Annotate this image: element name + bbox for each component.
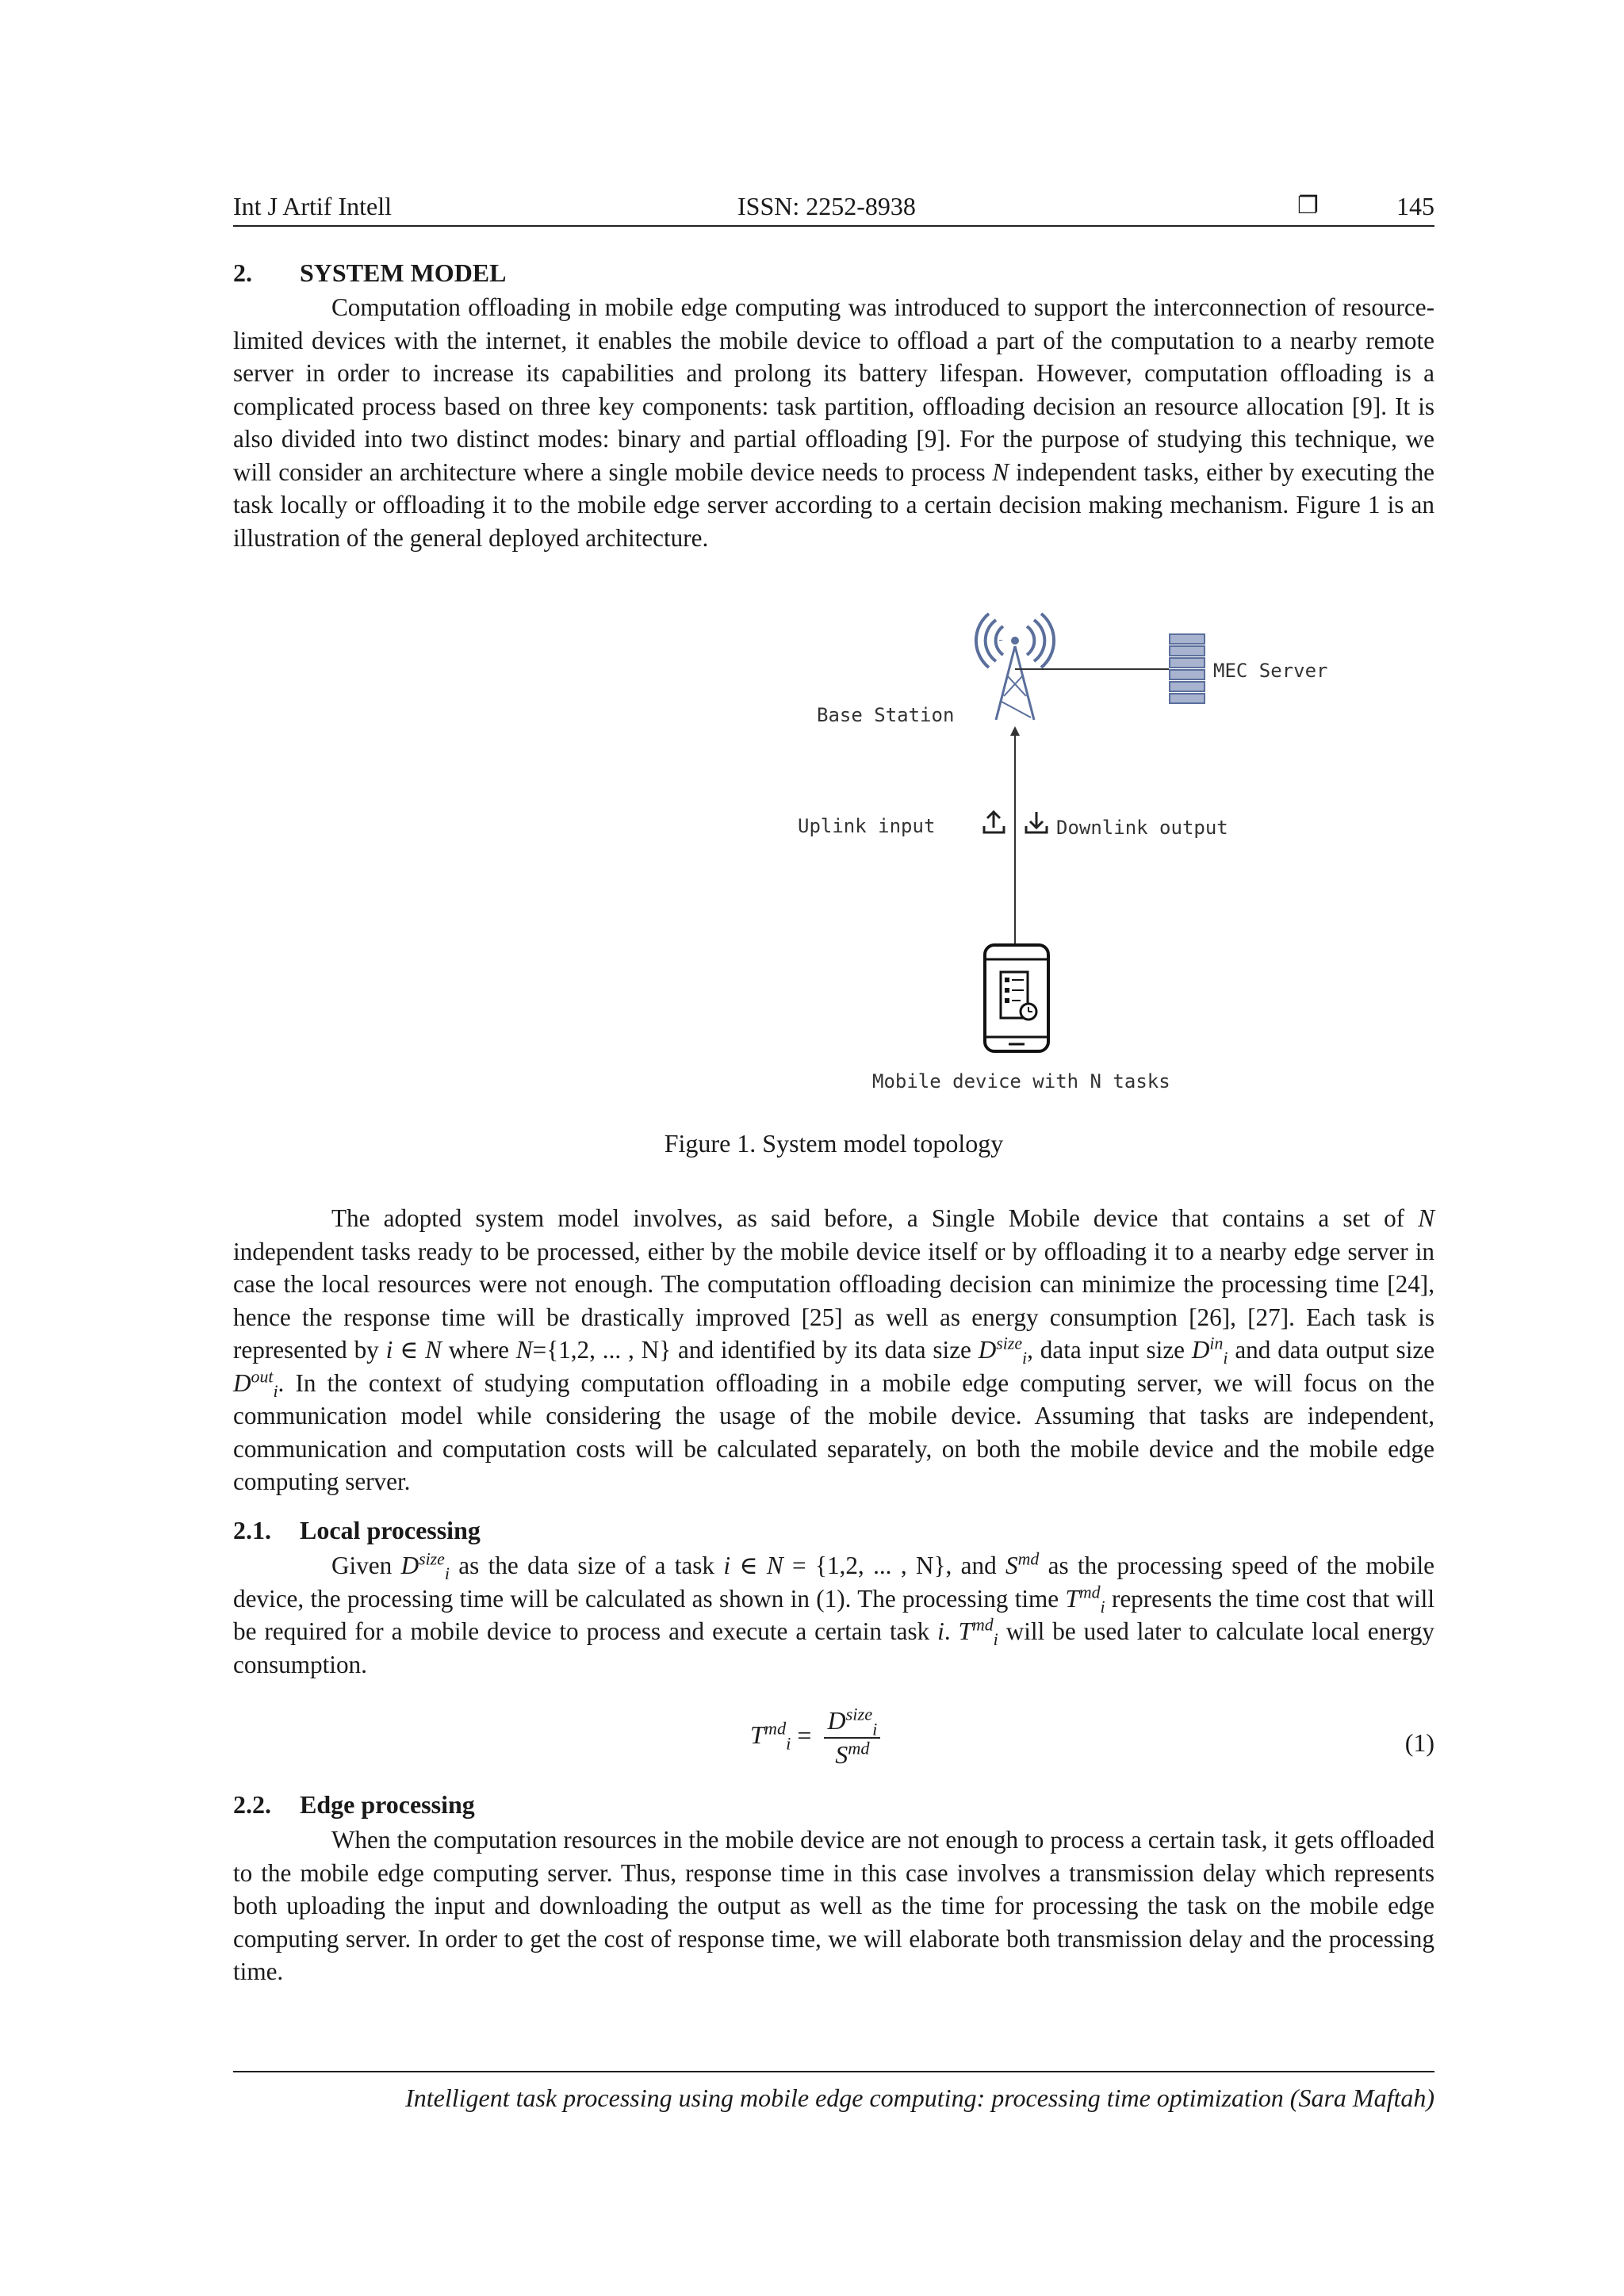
paragraph-text: represents the time cost that will be required for a mobile device to process and execute a certain task <box>233 1584 1435 1645</box>
math-sub: i <box>1223 1349 1228 1368</box>
journal-name: Int J Artif Intell <box>233 192 392 220</box>
section-heading-2-2 <box>233 1790 475 1820</box>
math-sup: in <box>1209 1334 1224 1353</box>
math-d-in <box>1191 1334 1228 1368</box>
issn: ISSN: 2252-8938 <box>737 192 916 220</box>
math-sup: out <box>251 1367 274 1387</box>
math-var: S <box>835 1740 848 1769</box>
running-header <box>233 192 1434 224</box>
footer-rule <box>233 2071 1434 2072</box>
math-t-md <box>1065 1582 1105 1617</box>
section-title: SYSTEM MODEL <box>300 258 507 287</box>
paragraph-text: , data input size <box>1027 1336 1185 1364</box>
mobile-device-label: Mobile device with N tasks <box>872 1070 1170 1093</box>
math-sub: i <box>1022 1349 1028 1368</box>
base-station-label: Base Station <box>817 704 955 726</box>
math-sup: md <box>1078 1582 1101 1602</box>
math-sup: size <box>419 1549 445 1569</box>
paragraph-text: where <box>448 1336 509 1364</box>
equation-1 <box>233 1706 1434 1777</box>
math-var: N <box>992 457 1009 486</box>
local-processing-paragraph <box>233 1549 1434 1681</box>
figure-caption: Figure 1. System model topology <box>664 1129 1004 1158</box>
section-number: 2.2. <box>233 1790 271 1819</box>
math-var: D <box>978 1336 997 1364</box>
math-sub: i <box>273 1381 278 1401</box>
downlink-label: Downlink output <box>1056 817 1228 839</box>
equation-body <box>750 1706 887 1770</box>
math-sub: i <box>444 1564 450 1584</box>
math-expression: i ∈ N <box>723 1552 783 1579</box>
box-icon: ❐ <box>1297 193 1319 219</box>
section-heading-2-1 <box>233 1516 481 1545</box>
uplink-label: Uplink input <box>798 815 936 837</box>
math-sup: size <box>845 1704 873 1724</box>
section-number: 2.1. <box>233 1516 271 1544</box>
mobile-phone-icon <box>985 945 1048 1051</box>
math-sub: i <box>786 1733 791 1754</box>
paragraph-text: The adopted system model involves, as said before, a Single Mobile device that contains a set of <box>331 1204 1405 1232</box>
paragraph-text: will be used later to calculate local energy consumption. <box>233 1617 1435 1678</box>
system-topology-figure <box>563 603 1356 1110</box>
math-s-md <box>1005 1549 1040 1579</box>
math-sub: i <box>1100 1597 1105 1617</box>
paragraph-text: . <box>944 1617 951 1645</box>
paragraph-text: and data output size <box>1235 1336 1435 1364</box>
math-var: S <box>1005 1552 1018 1579</box>
fraction-numerator <box>824 1706 880 1739</box>
math-d-size <box>400 1549 450 1584</box>
eq-lhs <box>750 1718 791 1754</box>
edge-processing-paragraph: When the computation resources in the mobile device are not enough to process a certain task, it gets offloaded to the mobile edge computing server. Thus, response time in this case involves a transmission delay which represents both uploading the input and downloading the output as well as the time for processing the task on the mobile edge computing server. In order to get the cost of response time, we will elaborate both transmission delay and the processing time. <box>233 1826 1434 1985</box>
paragraph-text: independent tasks ready to be processed, either by the mobile device itself or by offloading it to a nearby edge server in case the local resources were not enough. The computation offloading decision can minimize the processing time [24], hence the response time will be drastically improved [25] as well as energy consumption [26], [27]. Each task is represented by <box>233 1237 1434 1364</box>
download-icon <box>1026 812 1047 832</box>
math-sup: md <box>1017 1549 1040 1569</box>
paragraph-text: . In the context of studying computation offloading in a mobile edge computing server, we will focus on the communication model while considering the usage of the mobile device. Assuming that tasks are independent, communication and computation costs will be calculated separately, on both the mobile device and the mobile edge computing server. <box>233 1368 1434 1495</box>
math-expression: i ∈ N <box>385 1336 442 1364</box>
paragraph-text: Computation offloading in mobile edge computing was introduced to support the interconnection of resource-limited devices with the internet, it enables the mobile device to offload a part of the computation to a nearby remote server in order to increase its capabilities and prolong its battery lifespan. However, computation offloading is a complicated process based on three key components: task partition, offloading decision an resource allocation [9]. It is also divided into two distinct modes: binary and partial offloading [9]. For the purpose of studying this technique, we will consider an architecture where a single mobile device needs to process <box>233 293 1434 486</box>
section-number: 2. <box>233 258 252 287</box>
adopted-model-paragraph <box>233 1202 1434 1498</box>
math-sup: md <box>971 1615 994 1635</box>
paragraph-text: as the data size of a task <box>458 1552 715 1579</box>
math-t-md <box>958 1615 998 1650</box>
mec-server-icon <box>1170 634 1205 703</box>
math-var: N <box>515 1336 533 1364</box>
math-var: D <box>827 1706 846 1735</box>
mec-server-label: MEC Server <box>1213 660 1328 682</box>
math-var: T <box>750 1720 764 1750</box>
fraction <box>824 1706 880 1770</box>
paragraph-text: = {1,2, ... , N}, and <box>792 1552 997 1579</box>
math-var: N <box>1418 1204 1434 1232</box>
math-var: T <box>958 1617 972 1645</box>
header-rule <box>233 225 1434 227</box>
math-sup: md <box>764 1718 787 1739</box>
system-model-paragraph <box>233 291 1434 554</box>
section-title: Edge processing <box>300 1790 475 1819</box>
paragraph-text: ={1,2, ... , N} and identified by its data size <box>532 1336 971 1364</box>
math-var: T <box>1065 1584 1079 1613</box>
fraction-denominator <box>824 1739 880 1770</box>
upload-icon <box>984 812 1004 832</box>
math-var: D <box>233 1368 251 1397</box>
paragraph-text: independent tasks, either by executing the task locally or offloading it to the mobile edge server according to a certain decision making mechanism. Figure 1 is an illustration of the general deployed architecture. <box>233 457 1435 552</box>
uplink-arrowhead <box>1010 726 1020 736</box>
section-heading-2 <box>233 258 506 288</box>
math-sup: md <box>848 1738 870 1758</box>
math-var: i <box>937 1617 944 1645</box>
math-var: D <box>400 1552 419 1579</box>
equals-sign: = <box>797 1720 812 1750</box>
math-sup: size <box>996 1334 1023 1353</box>
section-title: Local processing <box>300 1516 481 1544</box>
math-d-out <box>233 1367 278 1401</box>
math-sub: i <box>872 1719 878 1739</box>
math-var: D <box>1191 1336 1210 1364</box>
paragraph-text: as the processing speed of the mobile device, the processing time will be calculated as shown in (1). The processing time <box>233 1552 1434 1613</box>
page-number: 145 <box>1396 192 1434 220</box>
equation-number: (1) <box>1404 1728 1434 1757</box>
math-sub: i <box>993 1630 998 1650</box>
paragraph-text: Given <box>331 1552 393 1579</box>
base-station-tower-icon <box>976 614 1054 720</box>
math-d-size <box>978 1334 1028 1368</box>
running-footer: Intelligent task processing using mobile edge computing: processing time optimization (Sara Maftah) <box>405 2084 1434 2112</box>
